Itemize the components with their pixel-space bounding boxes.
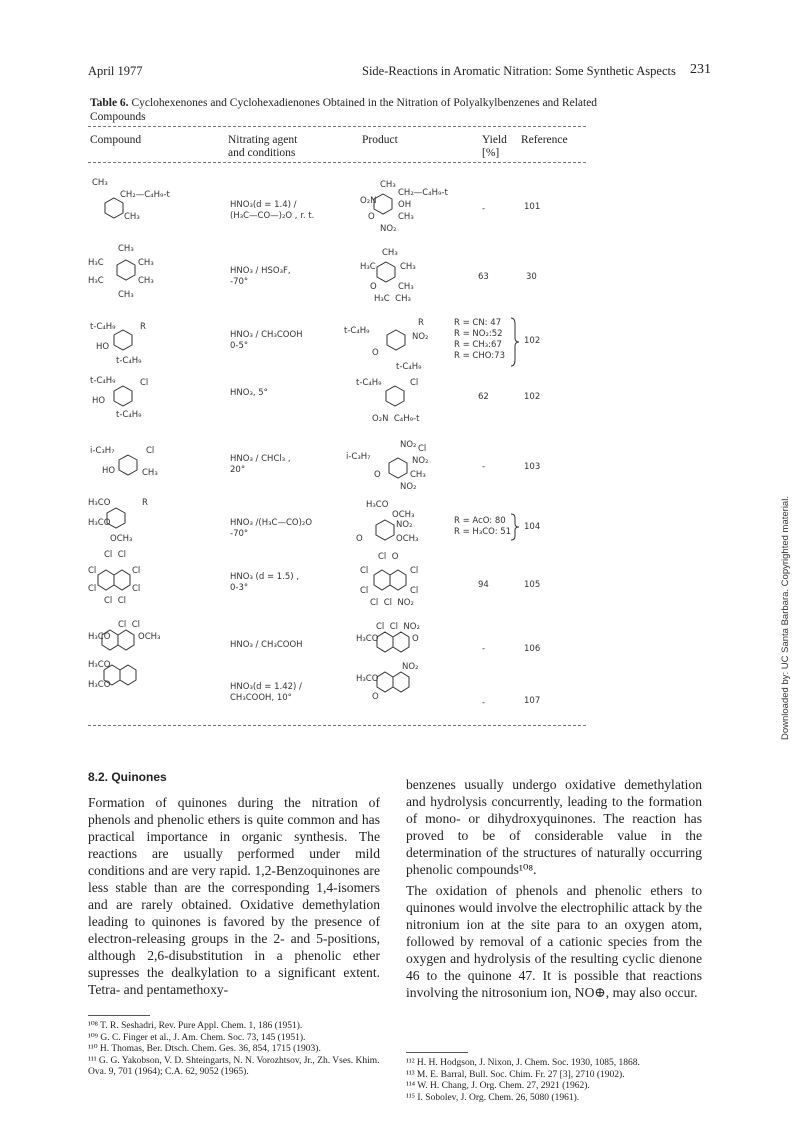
benzene-ring-5: [119, 455, 137, 475]
label: O: [370, 282, 377, 292]
label: OCH₃: [396, 534, 419, 544]
label: H₃CO: [88, 518, 111, 528]
label: R: [140, 322, 146, 332]
label: NO₂: [400, 482, 417, 492]
product-ring-9b: [393, 672, 409, 692]
label: NO₂: [402, 662, 419, 672]
naphthalene-ring-7b: [114, 570, 130, 590]
yield-brace-2: [511, 514, 519, 540]
label: CH₃: [138, 258, 154, 268]
label: Cl Cl NO₂: [376, 622, 420, 632]
product-ring-6: [376, 520, 394, 540]
label: HO: [92, 396, 106, 406]
naphthalene-ring-8b: [118, 630, 134, 650]
footnote-109: ¹⁰⁹ G. C. Finger et al., J. Am. Chem. Soc. 73, 145 (1951).: [88, 1032, 306, 1043]
tetralin-ring-9b: [120, 665, 136, 685]
label: H₃C: [88, 258, 104, 268]
ref-9: 107: [524, 696, 541, 706]
label: Cl: [360, 586, 369, 596]
label: CH₃: [92, 178, 108, 188]
right-paragraph-1: benzenes usually undergo oxidative demethylation and hydrolysis concurrently, leading to the formation of mono- or dihydroxyquinones. The reaction has proved to be of considerable value in the determination of the structures of naturally occurring phenolic compounds¹⁰⁸.: [406, 777, 702, 877]
yield-8: -: [482, 644, 486, 654]
label: H₃C: [88, 276, 104, 286]
label: CH₃: [382, 248, 398, 258]
label: Cl: [418, 444, 427, 454]
label: Cl: [410, 586, 419, 596]
label: Cl: [88, 566, 97, 576]
product-ring-9a: [377, 672, 393, 692]
product-ring-4: [386, 386, 404, 406]
table-label: Table 6.: [90, 97, 129, 109]
label: Cl: [140, 378, 149, 388]
label: H₃CO: [88, 632, 111, 642]
label: O: [372, 692, 379, 702]
agent-2: HNO₃ / HSO₃F, -70°: [230, 266, 291, 287]
table-caption-text: Cyclohexenones and Cyclohexadienones Obtained in the Nitration of Polyalkylbenzenes and Related Compounds: [90, 97, 598, 123]
yield-item: R = CH₃:67: [454, 340, 502, 350]
label: NO₂: [380, 224, 397, 234]
yield-7: 94: [478, 580, 489, 590]
footnote-115: ¹¹⁵ I. Sobolev, J. Org. Chem. 26, 5080 (1961).: [406, 1092, 580, 1103]
label: H₃CO: [88, 660, 111, 670]
label: HO: [102, 466, 116, 476]
label: OCH₃: [110, 534, 133, 544]
ref-3: 102: [524, 336, 541, 346]
label: CH₃: [142, 468, 158, 478]
footnotes-right: [406, 1058, 702, 1104]
label: t-C₄H₉: [396, 362, 422, 372]
yield-6-list: [454, 516, 511, 538]
label: O₂N C₄H₉-t: [372, 414, 420, 424]
label: NO₂: [412, 456, 429, 466]
left-paragraph: Formation of quinones during the nitration of phenols and phenolic ethers is quite common and has practical importance in organic synthesis. The reactions are usually performed under mild conditions and are very rapid. 1,2-Benzoquinones are less stable than are the corresponding 1,4-isomers and are rarely obtained. Oxidative demethylation leading to quinones is favored by the presence of electron-releasing groups in the 2- and 5-positions, although 2,6-disubstitution in a phenolic ether supresses the dealkylation to a significant extent. Tetra- and pentamethoxy-: [88, 795, 380, 997]
agent-8: HNO₃ / CH₃COOH: [230, 640, 303, 650]
ref-8: 106: [524, 644, 541, 654]
label: t-C₄H₉: [90, 376, 116, 386]
download-notice: Downloaded by: UC Santa Barbara. Copyrighted material.: [780, 496, 791, 740]
label: Cl Cl: [104, 550, 126, 560]
yield-item: R = AcO: 80: [454, 516, 506, 526]
right-paragraph-2: The oxidation of phenols and phenolic ethers to quinones would involve the electrophilic attack by the nitronium ion at the site para to an oxygen atom, followed by removal of a cationic species from the oxygen and hydrolysis of the resulting cyclic dienone 46 to the quinone 47. It is possible that reactions involving the nitrosonium ion, NO⊕, may also occur.: [406, 883, 702, 1000]
page-number: 231: [690, 62, 711, 77]
footnote-112: ¹¹² H. H. Hodgson, J. Nixon, J. Chem. Soc. 1930, 1085, 1868.: [406, 1058, 640, 1068]
label: H₃CO: [356, 674, 379, 684]
label: OCH₃: [138, 632, 161, 642]
label: Cl Cl: [118, 620, 140, 630]
label: Cl: [88, 584, 97, 594]
benzene-ring-2: [117, 260, 135, 280]
label: Cl: [410, 566, 419, 576]
label: CH₃: [124, 212, 140, 222]
footnote-rule-left: [88, 1015, 150, 1016]
product-ring-3: [387, 330, 405, 350]
ref-2: 30: [526, 272, 537, 282]
yield-item: R = NO₂:52: [454, 329, 503, 339]
label: H₃CO: [356, 634, 379, 644]
label: i-C₃H₇: [90, 446, 115, 456]
yield-5: -: [482, 462, 486, 472]
label: O: [374, 470, 381, 480]
product-ring-8b: [393, 632, 409, 652]
yield-item: R = CHO:73: [454, 351, 505, 361]
label: Cl: [146, 446, 155, 456]
label: CH₃: [410, 470, 426, 480]
product-ring-2: [377, 262, 395, 282]
label: Cl: [132, 584, 141, 594]
label: CH₃: [380, 180, 396, 190]
label: OCH₃: [392, 510, 415, 520]
ref-7: 105: [524, 580, 541, 590]
label: CH₃: [398, 282, 414, 292]
label: Cl Cl: [104, 596, 126, 606]
label: O: [412, 634, 419, 644]
label: CH₂—C₄H₉-t: [398, 188, 448, 198]
label: HO: [96, 342, 110, 352]
label: H₃CO: [366, 500, 389, 510]
col-reference: Reference: [521, 134, 568, 146]
yield-2: 63: [478, 272, 489, 282]
label: NO₂: [396, 520, 413, 530]
yield-item: R = CN: 47: [454, 318, 502, 328]
product-ring-1: [374, 194, 392, 214]
label: t-C₄H₉: [344, 326, 370, 336]
agent-3: HNO₃ / CH₃COOH 0-5°: [230, 330, 303, 351]
label: Cl: [410, 378, 419, 388]
section-heading: 8.2. Quinones: [88, 770, 167, 784]
ref-6: 104: [524, 522, 541, 532]
yield-item: R = H₃CO: 51: [454, 527, 512, 537]
col-product: Product: [362, 134, 398, 146]
label: t-C₄H₉: [90, 322, 116, 332]
label: O: [356, 534, 363, 544]
label: CH₃: [138, 276, 154, 286]
yield-brace-1: [511, 318, 519, 366]
compound-1-labels: [92, 178, 170, 222]
agent-7: HNO₃ (d = 1.5) , 0-3°: [230, 572, 300, 593]
yield-4: 62: [478, 392, 489, 402]
ref-4: 102: [524, 392, 541, 402]
ref-1: 101: [524, 202, 541, 212]
label: CH₃: [400, 262, 416, 272]
product-ring-7b: [390, 570, 406, 590]
label: Cl Cl NO₂: [370, 598, 414, 608]
footnote-110: ¹¹⁰ H. Thomas, Ber. Dtsch. Chem. Ges. 36, 854, 1715 (1903).: [88, 1044, 321, 1055]
label: H₃C CH₃: [374, 294, 411, 304]
benzene-ring-3: [114, 330, 132, 350]
yield-9: -: [482, 698, 486, 708]
agent-1: HNO₃(d = 1.4) / (H₃C—CO—)₂O , r. t.: [230, 200, 315, 221]
running-title: Side-Reactions in Aromatic Nitration: Some Synthetic Aspects: [362, 64, 676, 78]
label: O₂N: [360, 196, 377, 206]
label: i-C₃H₇: [346, 452, 371, 462]
footnote-108: ¹⁰⁸ T. R. Seshadri, Rev. Pure Appl. Chem. 1, 186 (1951).: [88, 1021, 303, 1031]
footnotes-left: [88, 1021, 380, 1079]
product-ring-5: [389, 458, 407, 478]
footnote-rule-right: [406, 1052, 468, 1053]
label: t-C₄H₉: [356, 378, 382, 388]
footnote-111: ¹¹¹ G. G. Yakobson, V. D. Shteingarts, N. N. Vorozhtsov, Jr., Zh. Vses. Khim. Ova. 9, 701 (1964); C.A. 62, 9052 (1965).: [88, 1055, 380, 1078]
benzene-ring-1: [105, 198, 123, 218]
label: CH₃: [118, 290, 134, 300]
label: H₃CO: [88, 680, 111, 690]
col-compound: Compound: [90, 134, 142, 146]
label: Cl: [132, 566, 141, 576]
label: CH₃: [118, 244, 134, 254]
label: H₃C: [360, 262, 376, 272]
col-yield-l1: Yield: [482, 134, 507, 146]
naphthalene-ring-7a: [98, 570, 114, 590]
yield-1: -: [482, 204, 486, 214]
agent-4: HNO₃, 5°: [230, 388, 268, 398]
label: NO₂: [412, 332, 429, 342]
yield-3-list: [454, 318, 505, 362]
label: CH₃: [398, 212, 414, 222]
ref-5: 103: [524, 462, 541, 472]
agent-6: HNO₃ /(H₃C—CO)₂O -70°: [230, 518, 313, 539]
label: H₃CO: [88, 498, 111, 508]
agent-5: HNO₃ / CHCl₃ , 20°: [230, 454, 291, 475]
col-agent-l2: and conditions: [228, 147, 296, 159]
label: t-C₄H₉: [116, 356, 142, 366]
col-agent-l1: Nitrating agent: [228, 134, 298, 146]
agent-9: HNO₃(d = 1.42) / CH₃COOH, 10°: [230, 682, 302, 703]
footnote-113: ¹¹³ M. E. Barral, Bull. Soc. Chim. Fr. 27 [3], 2710 (1902).: [406, 1069, 625, 1080]
label: R: [418, 318, 424, 328]
label: R: [142, 498, 148, 508]
label: OH: [398, 200, 412, 210]
label: NO₂: [400, 440, 417, 450]
product-ring-8a: [377, 632, 393, 652]
footnote-114: ¹¹⁴ W. H. Chang, J. Org. Chem. 27, 2921 (1962).: [406, 1081, 590, 1092]
label: Cl O: [378, 552, 399, 562]
label: Cl: [360, 566, 369, 576]
label: O: [368, 212, 375, 222]
header-date: April 1977: [88, 64, 143, 78]
label: CH₂—C₄H₉-t: [120, 190, 170, 200]
product-ring-7a: [374, 570, 390, 590]
benzene-ring-4: [114, 386, 132, 406]
col-yield-l2: [%]: [482, 147, 500, 159]
label: O: [372, 348, 379, 358]
label: t-C₄H₉: [116, 410, 142, 420]
